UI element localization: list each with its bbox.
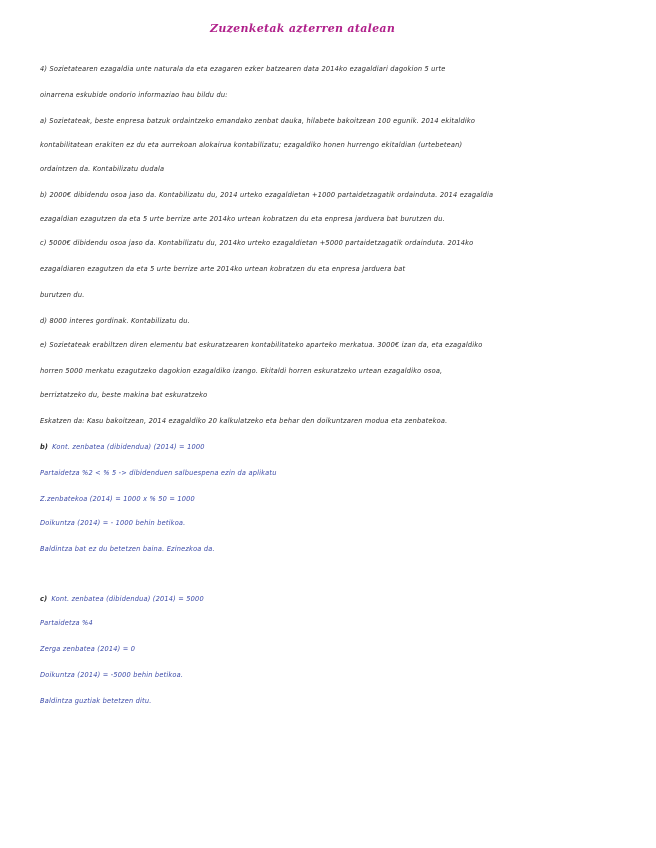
answer-b-line: Baldintza bat ez du betetzen baina. Ezinezkoa da. <box>40 545 215 553</box>
answer-c-label: c) <box>40 595 48 603</box>
answer-c-line: Doikuntza (2014) = -5000 behin betikoa. <box>40 671 184 679</box>
answer-c-line: Baldintza guztiak betetzen ditu. <box>40 697 152 705</box>
body-line: e) Sozietateak erabiltzen diren elementu bat eskuratzearen kontabilitateko aparteko merkatua. 3000€ izan da, eta ezagaldiko <box>40 341 483 349</box>
body-line: Eskatzen da: Kasu bakoitzean, 2014 ezagaldiko 20 kalkulatzeko eta behar den doikuntzaren modua eta zenbatekoa. <box>40 417 448 425</box>
body-line: kontabilitatean erakiten ez du eta aurrekoan alokairua kontabilizatu; ezagaldiko honen hurrengo ekitaldian (urtebetean) <box>40 141 463 149</box>
answer-c-line: Zerga zenbatea (2014) = 0 <box>40 645 136 653</box>
body-line: horren 5000 merkatu ezagutzeko dagokion ezagaldiko izango. Ekitaldi horren eskuratzeko urtean ezagaldiko osoa, <box>40 367 443 375</box>
answer-c-line <box>40 594 624 604</box>
body-line: burutzen du. <box>40 291 85 299</box>
answer-c-text: Kont. zenbatea (dibidendua) (2014) = 5000 <box>51 595 204 603</box>
answer-b-label: b) <box>40 443 49 451</box>
answer-b-line <box>40 442 624 452</box>
body-line: 4) Sozietatearen ezagaldia unte naturala da eta ezagaren ezker batzearen data 2014ko ezagaldiari dagokion 5 urte <box>40 65 446 73</box>
body-line: d) 8000 interes gordinak. Kontabilizatu du. <box>40 317 190 325</box>
body-line: b) 2000€ dibidendu osoa jaso da. Kontabilizatu du, 2014 urteko ezagaldietan +1000 partaidetzagatik ordainduta. 2014 ezagaldia <box>40 191 494 199</box>
body-line: oinarrena eskubide ondorio informaziao hau bildu du: <box>40 91 228 99</box>
document-title: Zuzenketak azterren atalean <box>210 22 396 35</box>
answer-b-line: Partaidetza %2 < % 5 -> dibidenduen salbuespena ezin da aplikatu <box>40 469 277 477</box>
answer-c-line: Partaidetza %4 <box>40 619 93 627</box>
answer-b-text: Kont. zenbatea (dibidendua) (2014) = 1000 <box>52 443 205 451</box>
answer-b-line: Doikuntza (2014) = - 1000 behin betikoa. <box>40 519 186 527</box>
body-line: berriztatzeko du, beste makina bat eskuratzeko <box>40 391 208 399</box>
body-line: ezagaldian ezagutzen da eta 5 urte berrize arte 2014ko urtean kobratzen du eta enpresa jarduera bat burutzen du. <box>40 215 445 223</box>
body-line: ordaintzen da. Kontabilizatu dudala <box>40 165 165 173</box>
body-line: a) Sozietateak, beste enpresa batzuk ordaintzeko emandako zenbat dauka, hilabete bakoitzean 100 egunik. 2014 ekitaldiko <box>40 117 476 125</box>
body-line: c) 5000€ dibidendu osoa jaso da. Kontabilizatu du, 2014ko urteko ezagaldietan +5000 partaidetzagatik ordainduta. 2014ko <box>40 239 474 247</box>
body-line: ezagaldiaren ezagutzen da eta 5 urte berrize arte 2014ko urtean kobratzen du eta enpresa jarduera bat <box>40 265 406 273</box>
answer-b-line: Z.zenbatekoa (2014) = 1000 x % 50 = 1000 <box>40 495 195 503</box>
